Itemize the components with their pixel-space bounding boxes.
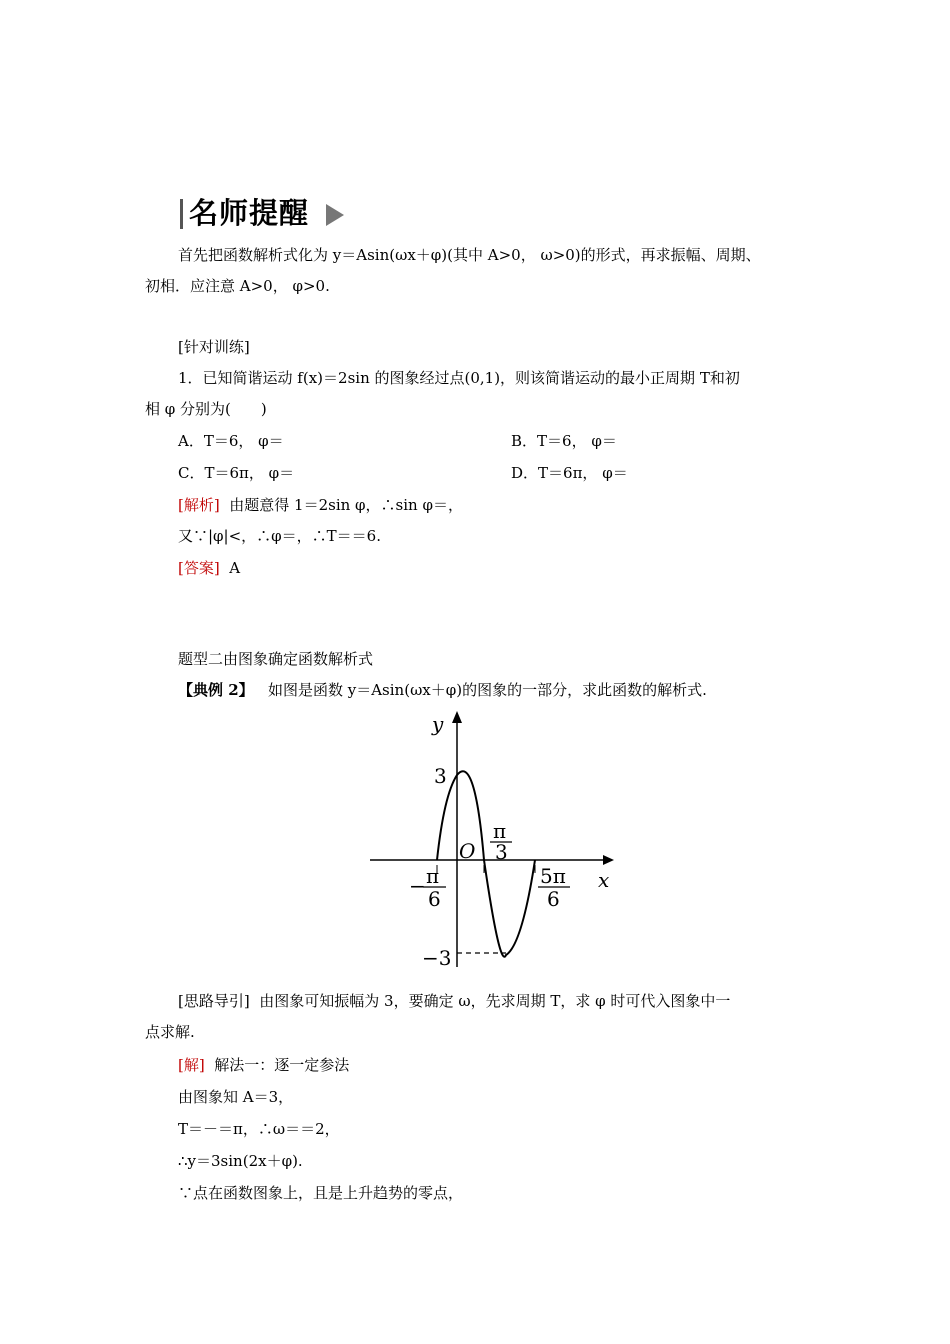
option-d: D．T＝6π， φ＝ [511,464,628,482]
option-a: A．T＝6， φ＝ [178,432,284,450]
question-line-2: 相 φ 分别为( ) [145,400,267,418]
hint-line-1 [178,991,730,1011]
y-max-label: 3 [434,764,447,788]
hint-text-1: 由图象可知振幅为 3，要确定 ω，先求周期 T，求 φ 时可代入图象中一 [259,992,731,1010]
answer-line [178,558,240,578]
example-text: 如图是函数 y＝Asin(ωx＋φ)的图象的一部分，求此函数的解析式. [267,681,707,699]
sine-curve [437,771,535,957]
pi3-denominator: 3 [495,840,508,864]
y-min-label: −3 [422,946,452,970]
tip-line-1: 首先把函数解析式化为 y＝Asin(ωx＋φ)(其中 A>0， ω>0)的形式，再求振幅、周期、 [178,246,761,264]
neg-sign: − [409,874,426,898]
section-header-title: 名师提醒 [189,196,310,230]
solution-step-3: ∴y＝3sin(2x＋φ). [178,1152,303,1170]
tip-line-2: 初相．应注意 A>0， φ>0. [145,277,330,295]
pi-numerator-1: π [493,819,507,843]
pi6-denominator: 6 [428,887,441,911]
5pi6-denominator: 6 [547,887,560,911]
y-axis-label: y [432,712,444,736]
answer-value: A [229,559,241,577]
analysis-text-1: 由题意得 1＝2sin φ，∴sin φ＝， [229,496,463,514]
solution-step-1: 由图象知 A＝3， [178,1088,294,1106]
question-line-1: 1．已知简谐运动 f(x)＝2sin 的图象经过点(0,1)，则该简谐运动的最小正周期 T和初 [178,369,740,387]
option-b: B．T＝6， φ＝ [511,432,617,450]
pi-numerator-2: π [426,864,440,888]
five-pi-numerator: 5π [540,864,566,888]
solution-heading [178,1055,349,1075]
x-axis-label: x [598,868,610,892]
option-c: C．T＝6π， φ＝ [178,464,295,482]
sine-graph [360,705,630,975]
hint-line-2: 点求解. [145,1023,195,1041]
x-axis-arrow-icon [603,855,614,865]
solution-step-4: ∵点在函数图象上，且是上升趋势的零点， [178,1184,464,1202]
answer-tag: [答案] [178,559,220,577]
solution-tag: [解] [178,1056,205,1074]
analysis-line-2: 又∵|φ|<，∴φ＝，∴T＝＝6. [178,527,381,545]
section-header-bar [180,199,183,229]
example-line [178,680,707,700]
practice-heading: [针对训练] [178,338,250,356]
example-tag: 【典例 2】 [178,681,254,699]
analysis-line-1 [178,495,463,515]
y-axis-arrow-icon [452,711,462,723]
solution-method: 解法一：逐一定参法 [214,1056,350,1074]
origin-label: O [459,839,476,863]
section2-title: 题型二由图象确定函数解析式 [178,650,374,668]
analysis-tag: [解析] [178,496,220,514]
solution-step-2: T＝－＝π，∴ω＝＝2， [178,1120,340,1138]
play-arrow-icon [326,204,344,226]
hint-tag: [思路导引] [178,992,250,1010]
